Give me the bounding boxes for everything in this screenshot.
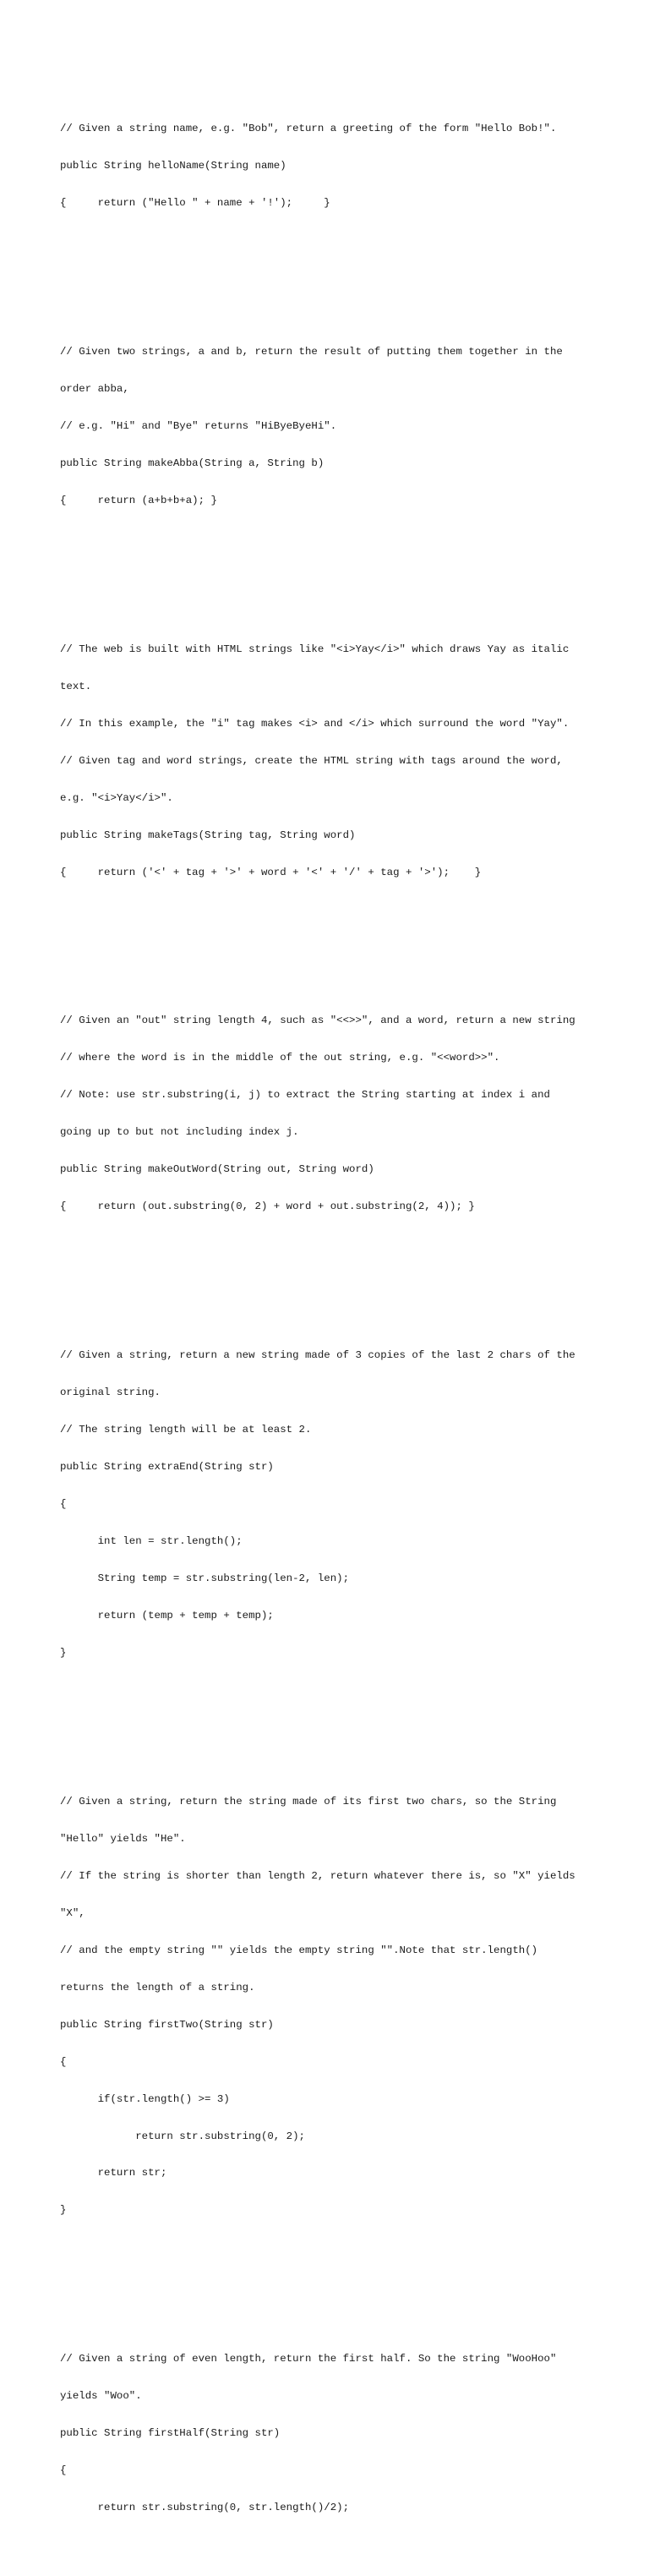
code-line: return str; [60, 2167, 167, 2179]
code-line: "Hello" yields "He". [60, 1832, 186, 1845]
code-line: public String makeAbba(String a, String b) [60, 457, 324, 469]
code-line: public String makeOutWord(String out, String word) [60, 1163, 374, 1176]
code-line: // In this example, the "i" tag makes <i> and </i> which surround the word "Yay". [60, 717, 570, 730]
block-spacer [60, 556, 601, 581]
code-line: public String firstHalf(String str) [60, 2427, 281, 2440]
code-line: int len = str.length(); [60, 1535, 243, 1548]
code-line: // Given a string name, e.g. "Bob", return a greeting of the form "Hello Bob!". [60, 123, 557, 135]
code-listing [60, 61, 601, 2576]
code-line: public String helloName(String name) [60, 160, 286, 172]
code-line: public String makeTags(String tag, String word) [60, 829, 356, 841]
code-block-first-half [60, 2328, 601, 2539]
code-line: { return ('<' + tag + '>' + word + '<' + '/' + tag + '>'); } [60, 866, 482, 878]
code-block-hello-name [60, 98, 601, 234]
code-block-make-tags [60, 619, 601, 904]
code-line: { [60, 2055, 67, 2068]
block-spacer [60, 260, 601, 284]
code-line: e.g. "<i>Yay</i>". [60, 791, 173, 804]
code-line: // Note: use str.substring(i, j) to extract the String starting at index i and [60, 1089, 550, 1102]
code-line: return str.substring(0, 2); [60, 2130, 305, 2142]
code-line: // The string length will be at least 2. [60, 1424, 312, 1436]
code-block-make-out-word [60, 990, 601, 1238]
code-line: } [60, 2204, 67, 2217]
code-line: String temp = str.substring(len-2, len); [60, 1572, 350, 1584]
code-line: if(str.length() >= 3) [60, 2092, 230, 2105]
code-line: // Given two strings, a and b, return the result of putting them together in the [60, 346, 563, 358]
code-block-make-abba [60, 321, 601, 532]
code-line: return (temp + temp + temp); [60, 1609, 274, 1622]
code-line: // e.g. "Hi" and "Bye" returns "HiByeByeHi". [60, 420, 337, 433]
code-line: { [60, 2464, 67, 2477]
code-line: { [60, 1498, 67, 1511]
code-line: original string. [60, 1386, 161, 1399]
code-line: public String extraEnd(String str) [60, 1461, 274, 1474]
code-line: // Given a string, return a new string made of 3 copies of the last 2 chars of the [60, 1349, 575, 1362]
code-line: "X", [60, 1906, 85, 1919]
code-line: // Given a string, return the string made of its first two chars, so the String [60, 1795, 557, 1808]
code-line: { return (a+b+b+a); } [60, 494, 217, 506]
code-line: // The web is built with HTML strings like "<i>Yay</i>" which draws Yay as italic [60, 643, 570, 655]
code-line: yields "Woo". [60, 2390, 142, 2403]
block-spacer [60, 2267, 601, 2291]
code-line: { return (out.substring(0, 2) + word + out.substring(2, 4)); } [60, 1200, 475, 1213]
code-line: going up to but not including index j. [60, 1126, 299, 1139]
block-spacer [60, 928, 601, 953]
code-line: return str.substring(0, str.length()/2); [60, 2502, 350, 2514]
code-line: // where the word is in the middle of the out string, e.g. "<<word>>". [60, 1052, 500, 1064]
code-line: // Given an "out" string length 4, such as "<<>>", and a word, return a new string [60, 1015, 575, 1027]
code-block-first-two [60, 1770, 601, 2241]
code-line: // and the empty string "" yields the empty string "".Note that str.length() [60, 1944, 538, 1956]
code-line: public String firstTwo(String str) [60, 2018, 274, 2031]
code-line: text. [60, 680, 92, 692]
code-line: order abba, [60, 383, 129, 396]
code-line: // If the string is shorter than length 2, return whatever there is, so "X" yields [60, 1869, 575, 1882]
code-line: } [60, 1646, 67, 1659]
block-spacer [60, 1263, 601, 1288]
block-spacer [60, 1709, 601, 1733]
code-line: // Given tag and word strings, create the HTML string with tags around the word, [60, 754, 563, 767]
code-line: { return ("Hello " + name + '!'); } [60, 197, 330, 210]
code-block-extra-end [60, 1325, 601, 1684]
code-line: // Given a string of even length, return the first half. So the string "WooHoo" [60, 2353, 557, 2365]
code-line: returns the length of a string. [60, 1981, 255, 1994]
